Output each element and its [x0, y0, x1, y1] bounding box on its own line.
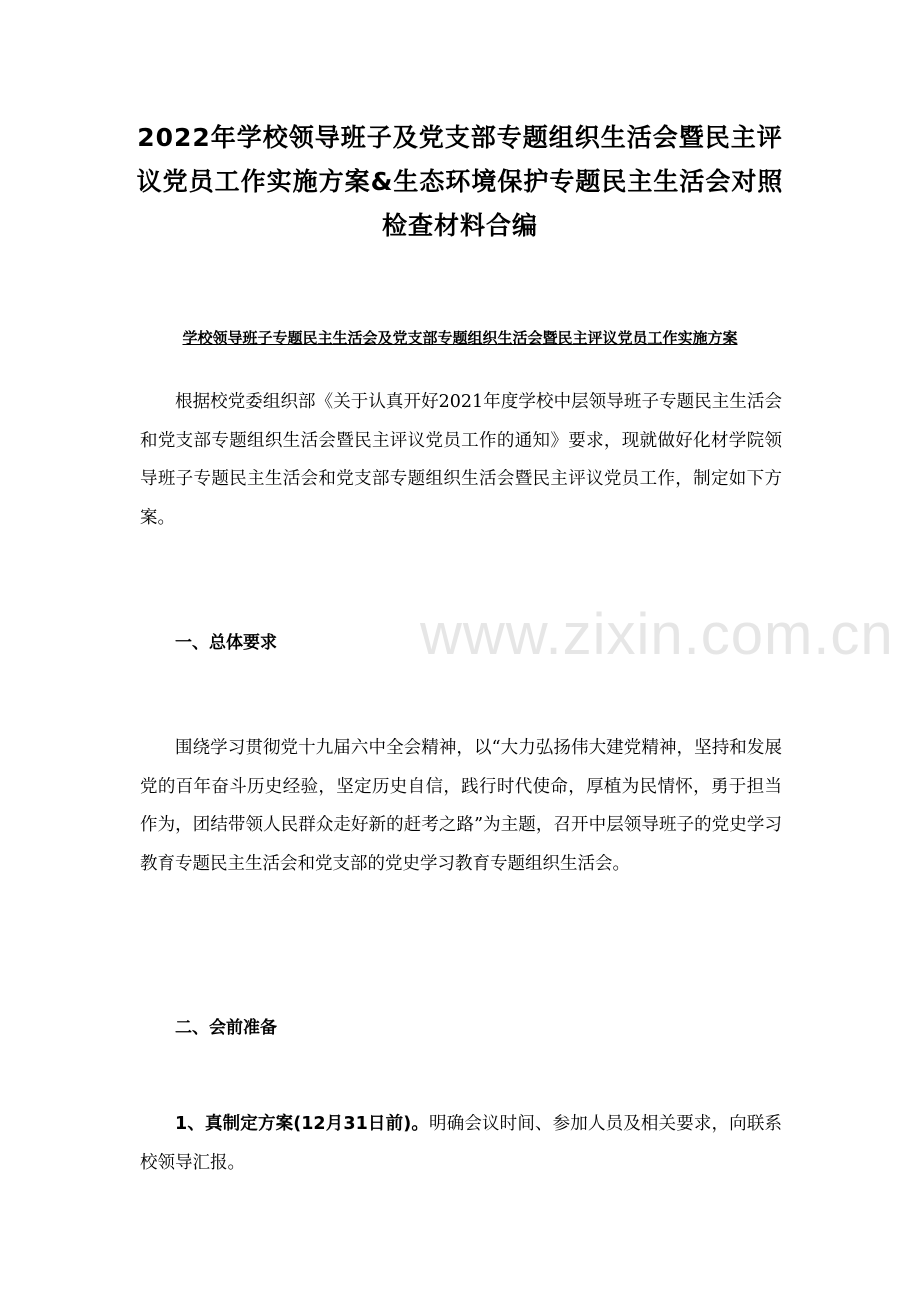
- section-heading-overall-requirements: 一、总体要求: [175, 633, 277, 653]
- document-subtitle: 学校领导班子专题民主生活会及党支部专题组织生活会暨民主评议党员工作实施方案: [182, 329, 738, 347]
- intro-paragraph: 根据校党委组织部《关于认真开好2021年度学校中层领导班子专题民主生活会和党支部专题组织生活会暨民主评议党员工作的通知》要求，现就做好化材学院领导班子专题民主生活会和党支部专题组织生活会暨民主评议党员工作，制定如下方案。: [140, 392, 782, 528]
- section-heading-pre-meeting-preparation: 二、会前准备: [175, 1018, 277, 1038]
- overall-requirements-paragraph: 围绕学习贯彻党十九届六中全会精神，以“大力弘扬伟大建党精神，坚持和发展党的百年奋斗历史经验，坚定历史自信，践行时代使命，厚植为民情怀，勇于担当作为，团结带领人民群众走好新的赶考之路”为主题，召开中层领导班子的党史学习教育专题民主生活会和党支部的党史学习教育专题组织生活会。: [140, 738, 782, 874]
- preparation-item-1: [140, 1105, 782, 1182]
- preparation-item-1-text: 明确会议时间、参加人员及相关要求，向联系校领导汇报。: [140, 1114, 782, 1173]
- document-title: 2022年学校领导班子及党支部专题组织生活会暨民主评议党员工作实施方案&生态环境保护专题民主生活会对照检查材料合编: [136, 123, 784, 240]
- preparation-item-1-lead: 1、真制定方案(12月31日前)。: [175, 1114, 430, 1134]
- watermark: www.zixin.com.cn: [420, 602, 894, 667]
